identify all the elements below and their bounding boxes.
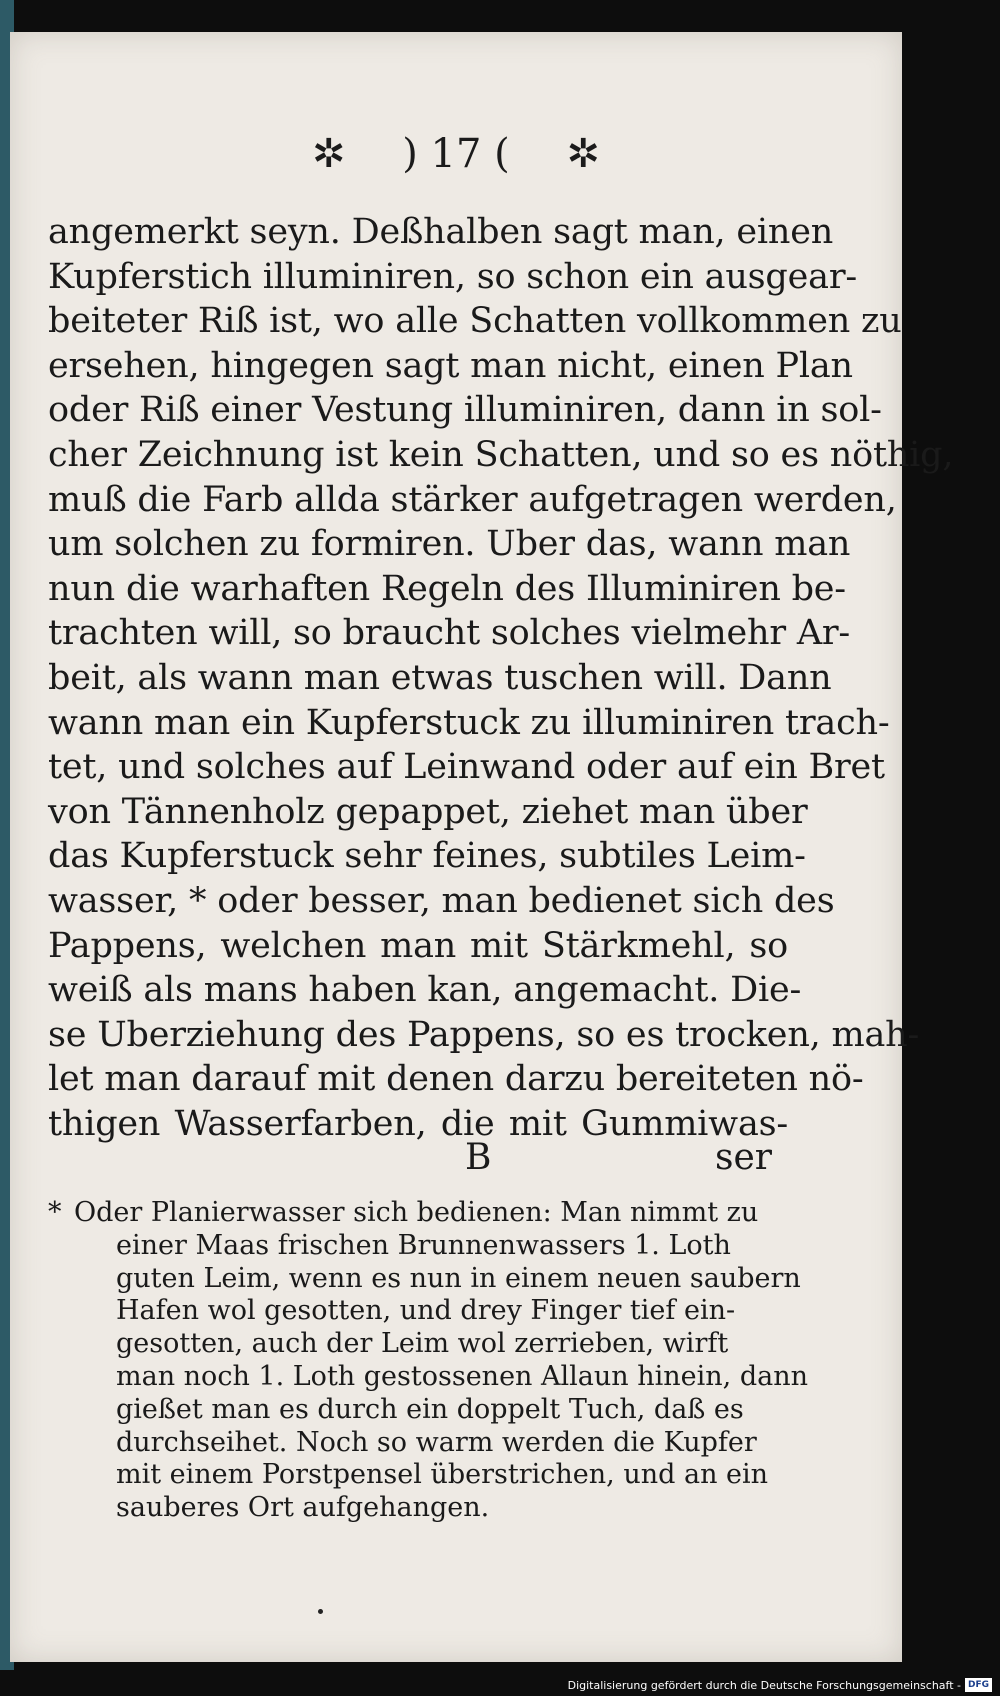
- footnote-line: gießet man es durch ein doppelt Tuch, daß es: [116, 1393, 744, 1425]
- page-number: ) 17 (: [402, 131, 510, 177]
- footnote-line: guten Leim, wenn es nun in einem neuen saubern: [116, 1262, 801, 1294]
- footnote: [38, 1197, 808, 1525]
- text-line: let man darauf mit denen darzu bereiteten nö-: [48, 1059, 864, 1100]
- footnote-line: sauberes Ort aufgehangen.: [116, 1492, 490, 1524]
- book-page: [10, 32, 954, 1662]
- text-line: trachten will, so braucht solches vielmehr Ar-: [48, 613, 851, 654]
- page-dot: [318, 1609, 323, 1614]
- footnote-text: Oder Planierwasser sich bedienen: Man nimmt zu: [74, 1197, 759, 1228]
- footnote-line: durchseihet. Noch so warm werden die Kupfer: [116, 1426, 757, 1458]
- text-line: se Uberziehung des Pappens, so es trocken, mah-: [48, 1014, 920, 1055]
- body-text: [48, 210, 954, 1146]
- text-line: thigen Wasserfarben, die mit Gummiwas-: [48, 1103, 788, 1144]
- credit-text: Digitalisierung gefördert durch die Deutsche Forschungsgemeinschaft -: [567, 1678, 961, 1692]
- text-line: tet, und solches auf Leinwand oder auf ein Bret: [48, 747, 885, 788]
- footnote-line: [38, 1197, 778, 1230]
- dfg-logo: DFG: [965, 1678, 992, 1692]
- text-line: weiß als mans haben kan, angemacht. Die-: [48, 970, 802, 1011]
- page-header: [10, 124, 902, 184]
- footnote-line: man noch 1. Loth gestossenen Allaun hinein, dann: [116, 1360, 808, 1392]
- text-line: beiteter Riß ist, wo alle Schatten vollkommen zu: [48, 301, 902, 342]
- text-line: wasser, * oder besser, man bedienet sich des: [48, 880, 835, 921]
- text-line: muß die Farb allda stärker aufgetragen werden,: [48, 479, 897, 520]
- text-line: beit, als wann man etwas tuschen will. Dann: [48, 657, 832, 698]
- footnote-marker: *: [48, 1197, 62, 1228]
- digitization-credit: [568, 1676, 992, 1694]
- text-line: cher Zeichnung ist kein Schatten, und so es nöthig,: [48, 434, 954, 475]
- footnote-line: mit einem Porstpensel überstrichen, und an ein: [116, 1459, 769, 1491]
- text-line: Pappens, welchen man mit Stärkmehl, so: [48, 925, 788, 966]
- right-ornament-icon: ✲: [566, 131, 600, 177]
- text-line: ersehen, hingegen sagt man nicht, einen Plan: [48, 345, 853, 386]
- text-line: von Tännenholz gepappet, ziehet man über: [48, 791, 808, 832]
- text-line: angemerkt seyn. Deßhalben sagt man, einen: [48, 212, 834, 252]
- text-line: oder Riß einer Vestung illuminiren, dann in sol-: [48, 390, 882, 431]
- text-line: wann man ein Kupferstuck zu illuminiren trach-: [48, 702, 890, 743]
- signature-mark: B: [465, 1137, 492, 1178]
- text-line: um solchen zu formiren. Uber das, wann man: [48, 524, 851, 565]
- text-line: nun die warhaften Regeln des Illuminiren be-: [48, 568, 846, 609]
- footnote-line: einer Maas frischen Brunnenwassers 1. Loth: [116, 1229, 731, 1261]
- catchword: ser: [715, 1137, 772, 1178]
- left-ornament-icon: ✲: [311, 131, 346, 177]
- footnote-line: gesotten, auch der Leim wol zerrieben, wirft: [116, 1328, 729, 1360]
- footnote-line: Hafen wol gesotten, und drey Finger tief ein-: [116, 1295, 736, 1327]
- text-line: das Kupferstuck sehr feines, subtiles Leim-: [48, 836, 806, 877]
- text-line: Kupferstich illuminiren, so schon ein ausgear-: [48, 256, 857, 297]
